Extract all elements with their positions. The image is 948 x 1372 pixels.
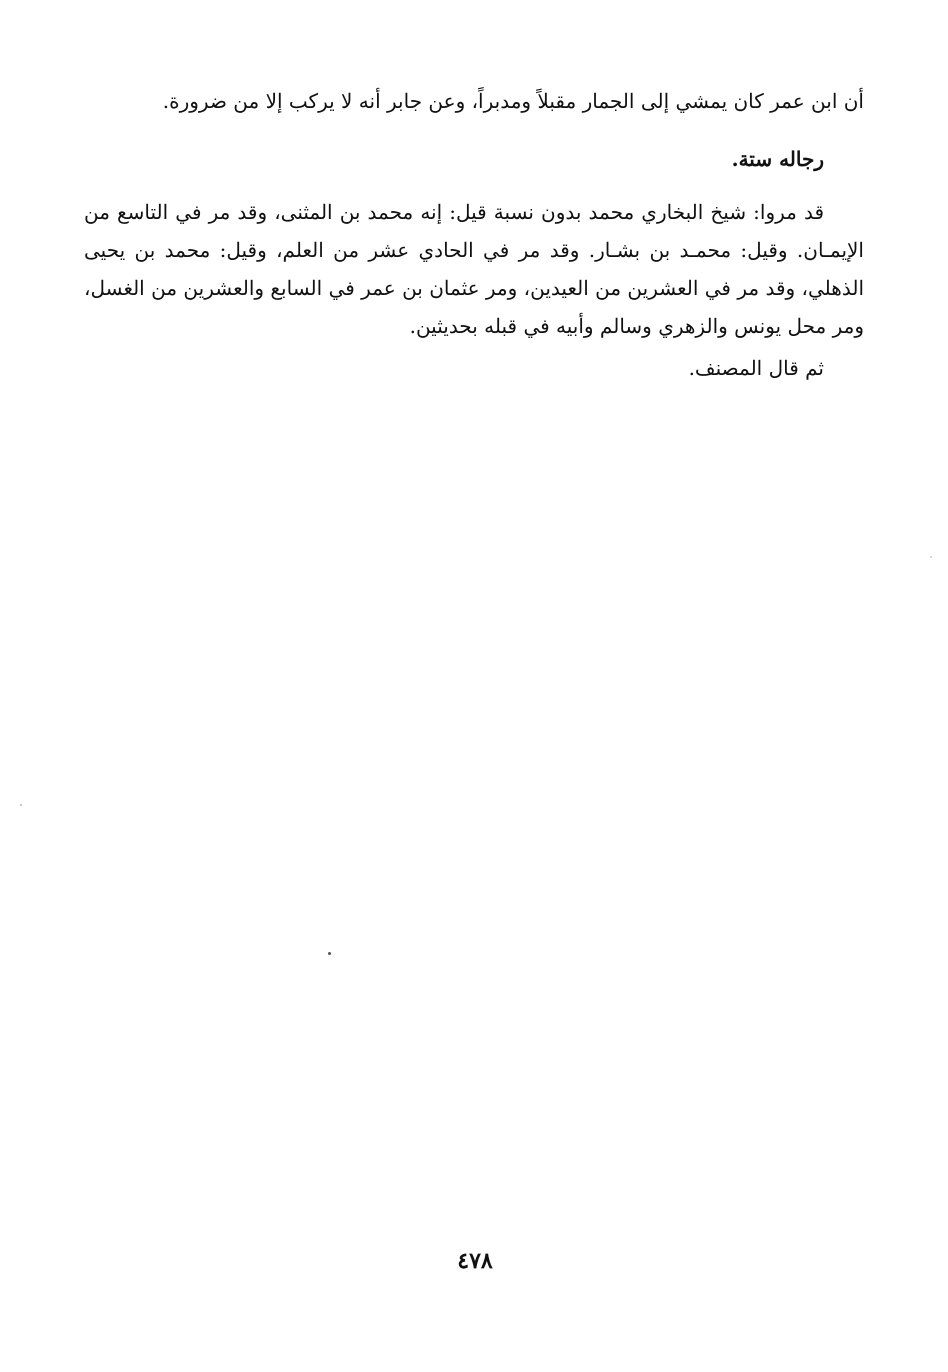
closing-line: ثم قال المصنف.	[688, 356, 824, 380]
paragraph-line: قد مروا: شيخ البخاري محمد بدون نسبة قيل: إنه محمد بن المثنى، وقد مر في التاسع من	[84, 200, 824, 224]
paragraph-line: ومر محل يونس والزهري وسالم وأبيه في قبله بحديثين.	[409, 314, 864, 338]
paragraph-line: الذهلي، وقد مر في العشرين من العيدين، ومر عثمان بن عمر في السابع والعشرين من الغسل،	[84, 276, 864, 300]
section-heading: رجاله ستة.	[731, 147, 824, 171]
page-number: ٤٧٨	[457, 1248, 493, 1274]
scan-speck	[930, 556, 932, 558]
intro-line: أن ابن عمر كان يمشي إلى الجمار مقبلاً ومدبراً، وعن جابر أنه لا يركب إلا من ضرورة.	[162, 89, 864, 113]
paragraph-line: الإيمـان. وقيل: محمـد بن بشـار. وقد مر في الحادي عشر من العلم، وقيل: محمد بن يحيى	[84, 238, 864, 262]
body-paragraph	[84, 193, 864, 345]
scan-speck	[328, 952, 331, 955]
scan-speck	[20, 804, 22, 806]
